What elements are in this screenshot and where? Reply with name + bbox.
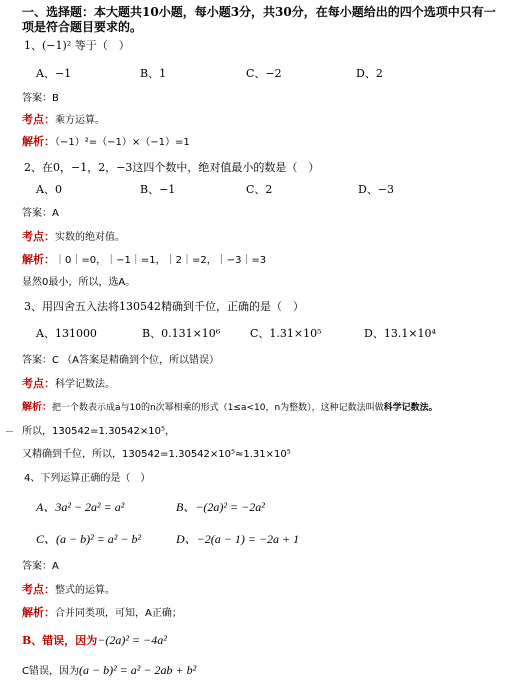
q4-b-wrong-formula: −(2a)² = −4a² [97,633,167,647]
q4-jiexi-row [22,606,182,621]
q4-option-a-text: A、3a² − 2a² = a² [36,500,125,514]
q1-jiexi-label: 解析： [22,135,55,148]
q1-kaodian-text: 乘方运算。 [55,115,105,126]
margin-mark [6,431,13,432]
q3-answer: 答案：C （A答案是精确到个位，所以错误） [22,355,220,366]
q4-b-wrong-label: B、错误，因为 [22,634,98,647]
q4-c-wrong-label: C错误，因为 [22,666,79,677]
q4-option-d-text: D、−2(a − 1) = −2a + 1 [176,532,300,546]
q3-line2: 所以，130542=1.30542×10⁵， [22,426,176,437]
q4-kaodian-text: 整式的运算。 [55,585,115,596]
q3-option-d: D、13.1×10⁴ [364,327,436,340]
q4-jiexi-text: 合并同类项，可知，A正确； [55,608,182,619]
q4-c-wrong-formula: (a − b)² = a² − 2ab + b² [78,663,197,677]
q1-jiexi-text: （−1）²=（−1）×（−1）=1 [55,137,190,148]
q1-option-d: D、2 [356,67,383,80]
q4-answer: 答案：A [22,561,59,572]
q2-option-d: D、−3 [358,183,395,196]
q2-kaodian-row [22,230,125,245]
q2-jiexi-label: 解析： [22,253,55,266]
q3-kaodian-row [22,377,115,392]
q4-c-wrong-row [22,663,196,679]
q3-line3: 又精确到千位，所以，130542=1.30542×10⁵≈1.31×10⁵ [22,449,291,460]
q3-option-b: B、0.131×10⁶ [142,327,221,340]
q4-stem: 4、下列运算正确的是（ ） [24,473,151,484]
q1-option-a: A、−1 [36,67,72,80]
q2-kaodian-label: 考点： [22,230,55,243]
q2-kaodian-text: 实数的绝对值。 [55,232,125,243]
q3-kaodian-text: 科学记数法。 [55,379,115,390]
q4-option-c [36,532,141,547]
q1-kaodian-label: 考点： [22,113,55,126]
q3-jiexi-label: 解析： [22,402,52,413]
q1-jiexi-row [22,135,190,150]
q3-stem: 3、用四舍五入法将130542精确到千位，正确的是（ ） [24,300,304,313]
q4-option-b-text: B、−(2a)² = −2a² [176,500,265,514]
q4-jiexi-label: 解析： [22,606,55,619]
q2-note: 显然0最小，所以，选A。 [22,277,136,288]
q3-jiexi-row [22,401,438,415]
q3-option-c: C、1.31×10⁵ [250,327,322,340]
q1-answer: 答案：B [22,93,59,104]
q4-kaodian-label: 考点： [22,583,55,596]
q4-b-wrong-row [22,633,167,648]
q2-answer: 答案：A [22,208,59,219]
q2-jiexi-row [22,253,266,268]
q3-jiexi-text: 把一个数表示成a与10的n次幂相乘的形式（1≤a<10，n为整数），这种记数法叫做 [52,403,384,413]
q1-kaodian-row [22,113,105,128]
q4-option-d [176,532,299,547]
q4-option-a [36,500,124,515]
q4-option-c-text: C、(a − b)² = a² − b² [36,532,142,546]
q1-stem: 1、(−1)² 等于（ ） [24,39,130,52]
q2-option-b: B、−1 [140,183,176,196]
q2-option-a: A、0 [36,183,62,196]
section-header-line1: 一、选择题：本大题共10小题，每小题3分，共30分，在每小题给出的四个选项中只有一 [22,5,496,19]
q2-stem: 2、在0，−1，2，−3这四个数中，绝对值最小的数是（ ） [24,161,320,174]
q2-option-c: C、2 [246,183,273,196]
q4-option-b [176,500,265,515]
q2-jiexi-text: ｜0｜=0，｜−1｜=1，｜2｜=2，｜−3｜=3 [55,255,267,266]
q3-option-a: A、131000 [36,327,97,340]
q1-option-c: C、−2 [246,67,282,80]
q3-jiexi-bold-term: 科学记数法。 [383,403,438,413]
q4-kaodian-row [22,583,115,598]
q1-option-b: B、1 [140,67,167,80]
q3-kaodian-label: 考点： [22,377,55,390]
section-header-line2: 项是符合题目要求的。 [22,20,143,34]
